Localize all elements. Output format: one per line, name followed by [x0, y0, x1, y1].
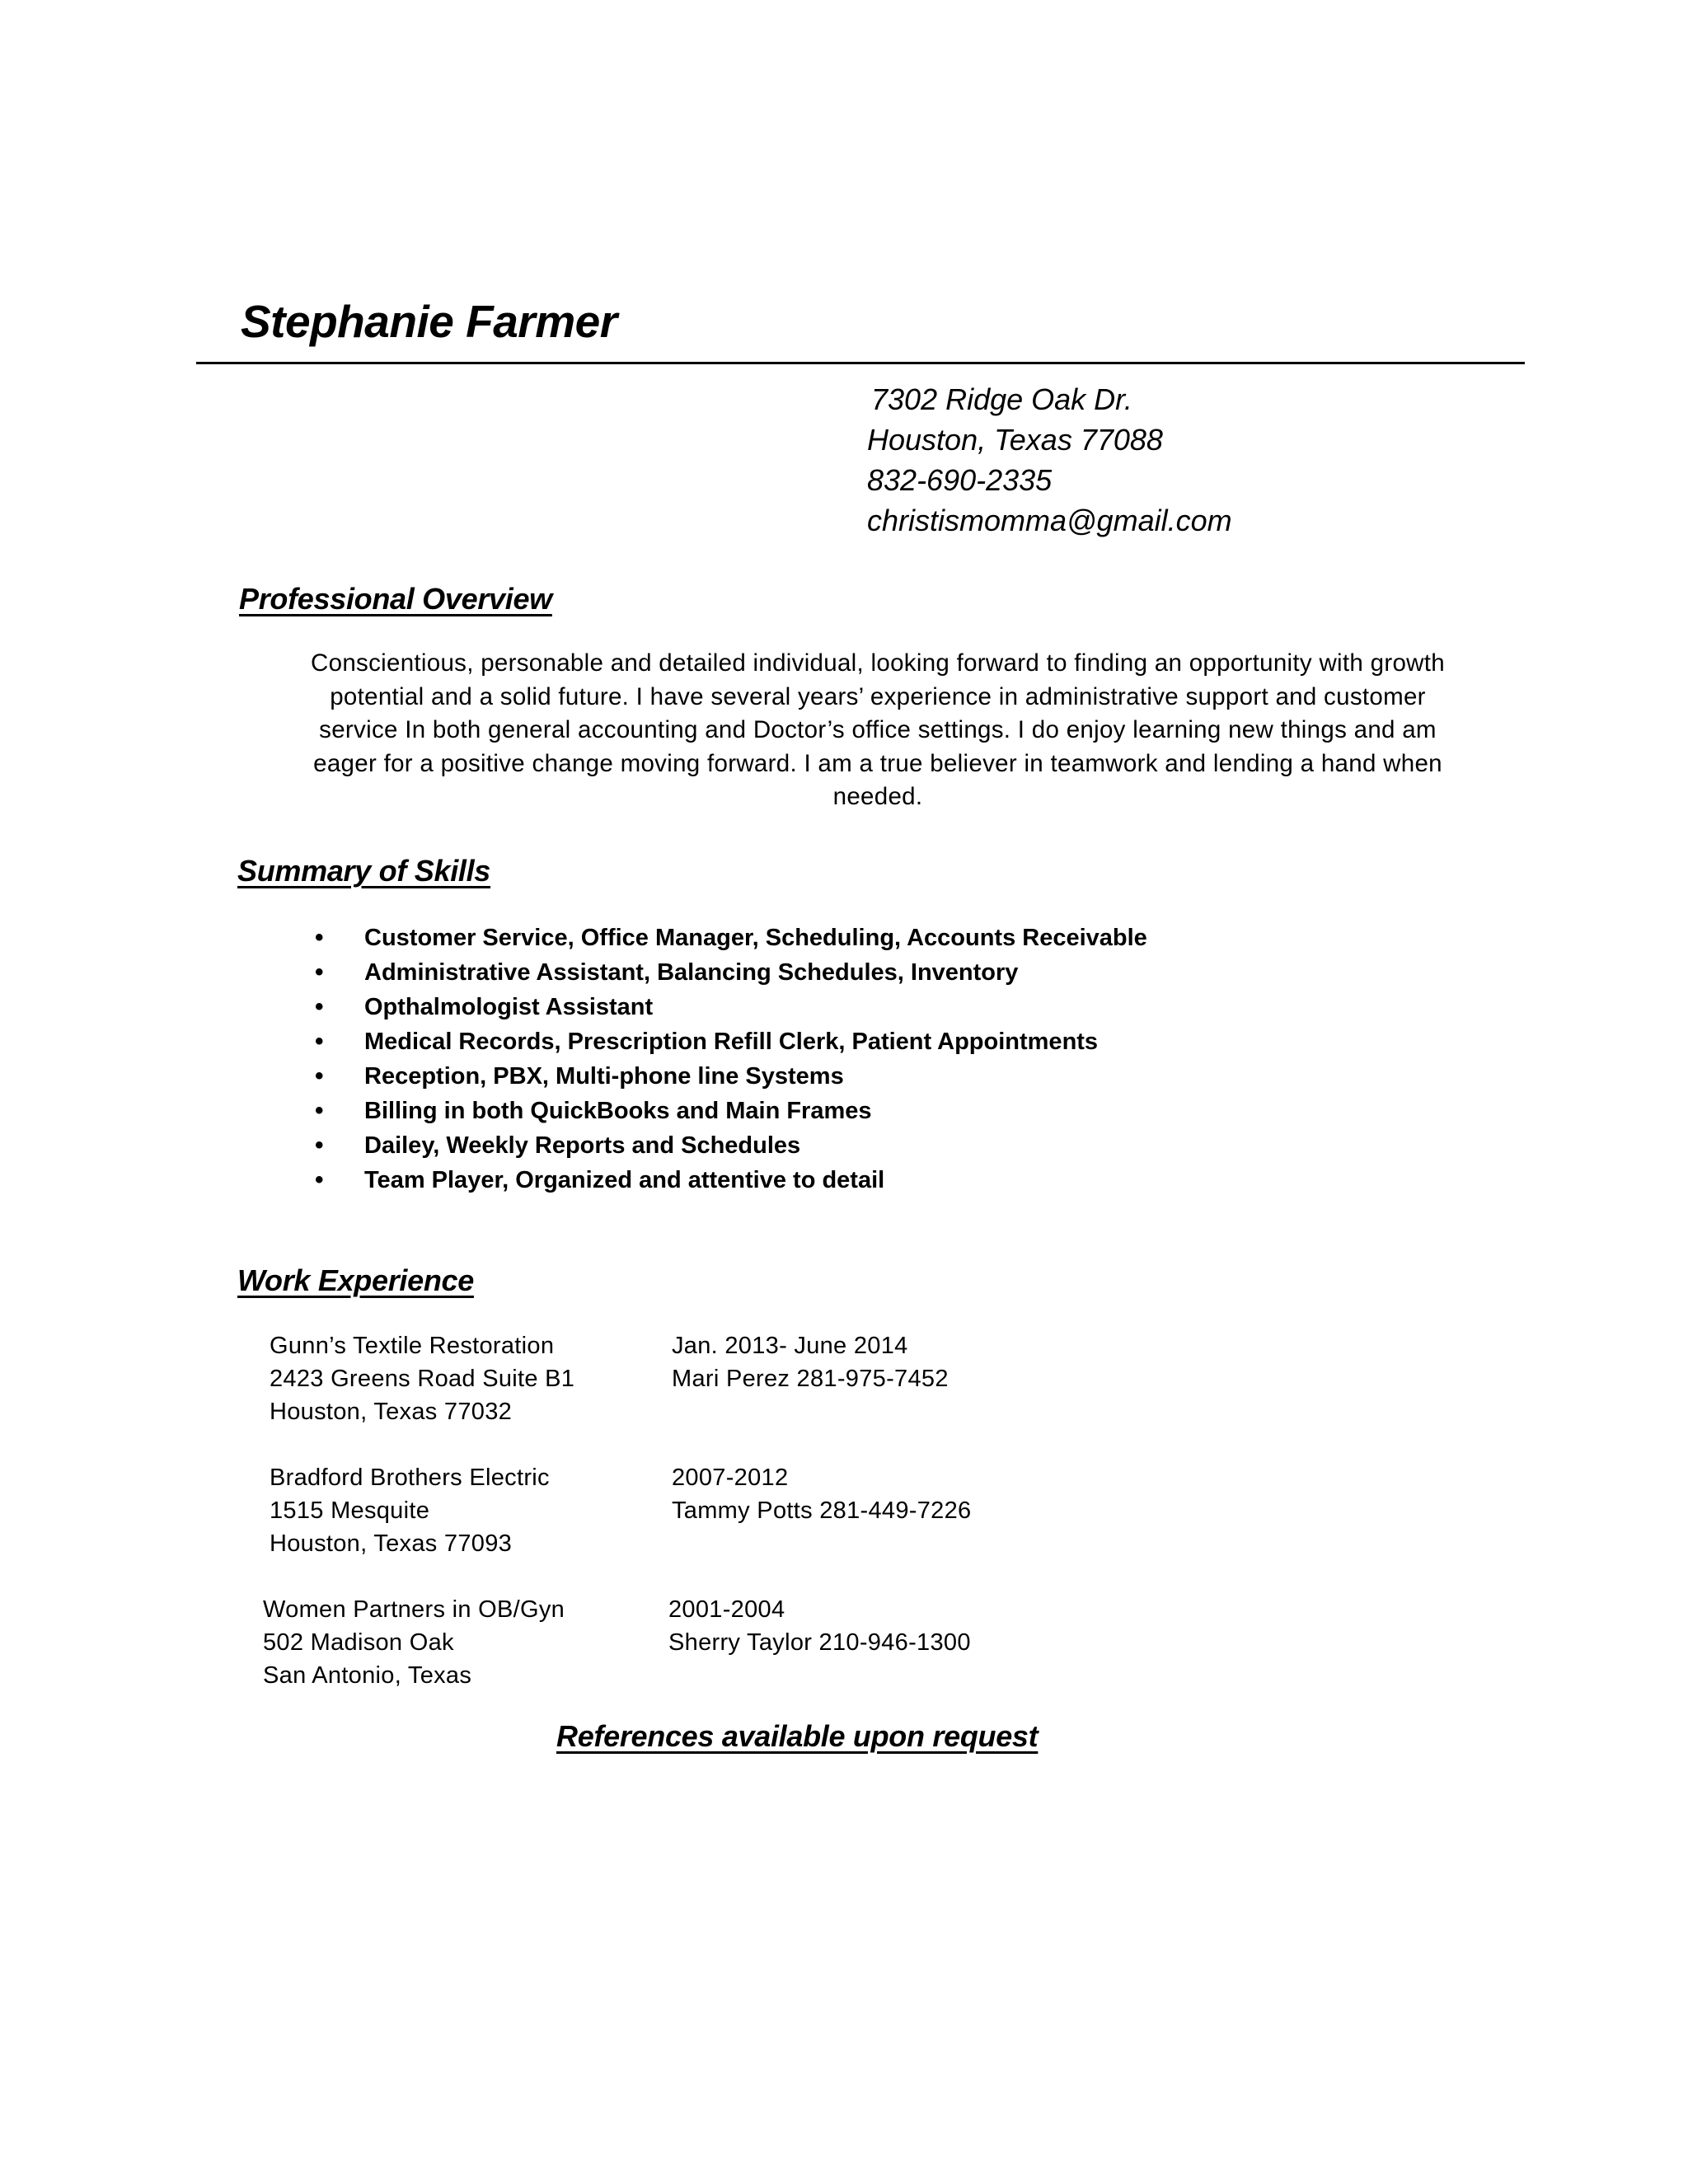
bullet-icon: •: [315, 1097, 324, 1124]
candidate-name: Stephanie Farmer: [241, 296, 617, 347]
address-line-1: 7302 Ridge Oak Dr.: [871, 382, 1132, 416]
overview-line: potential and a solid future. I have several years’ experience in administrative support and customer: [330, 682, 1426, 710]
bullet-icon: •: [315, 1062, 324, 1090]
email-address: christismomma@gmail.com: [867, 504, 1232, 537]
professional-overview-heading: Professional Overview: [239, 582, 552, 616]
header-divider: [196, 362, 1525, 364]
bullet-icon: •: [315, 924, 324, 951]
phone-number: 832-690-2335: [867, 463, 1053, 497]
job-employer: Bradford Brothers Electric: [270, 1465, 550, 1491]
job-contact: Sherry Taylor 210-946-1300: [668, 1629, 971, 1656]
overview-line: eager for a positive change moving forward. I am a true believer in teamwork and lending a hand when: [313, 749, 1442, 777]
skill-text: Customer Service, Office Manager, Scheduling, Accounts Receivable: [364, 925, 1147, 951]
skill-text: Administrative Assistant, Balancing Schedules, Inventory: [364, 959, 1019, 986]
summary-of-skills-heading: Summary of Skills: [237, 854, 491, 888]
job-employer: Women Partners in OB/Gyn: [263, 1596, 565, 1623]
job-dates: 2007-2012: [672, 1465, 789, 1491]
skill-text: Billing in both QuickBooks and Main Frames: [364, 1098, 872, 1124]
job-city: Houston, Texas 77032: [270, 1399, 513, 1425]
job-street: 2423 Greens Road Suite B1: [270, 1366, 575, 1392]
job-employer-block: [270, 1461, 550, 1560]
skill-text: Team Player, Organized and attentive to detail: [364, 1167, 885, 1193]
skill-item: [313, 1094, 1147, 1128]
overview-line: service In both general accounting and Doctor’s office settings. I do enjoy learning new things and am: [319, 716, 1437, 743]
job-employer-block: [263, 1593, 565, 1692]
job-street: 502 Madison Oak: [263, 1629, 454, 1656]
job-contact: Mari Perez 281-975-7452: [672, 1366, 949, 1392]
address-line-2: Houston, Texas 77088: [867, 423, 1163, 457]
skill-item: [313, 955, 1147, 990]
skill-item: [313, 1128, 1147, 1163]
skill-text: Medical Records, Prescription Refill Clerk, Patient Appointments: [364, 1029, 1099, 1055]
job-contact: Tammy Potts 281-449-7226: [672, 1497, 972, 1524]
professional-overview-text: [280, 647, 1475, 814]
job-city: Houston, Texas 77093: [270, 1530, 513, 1557]
skill-item: [313, 1059, 1147, 1094]
skill-text: Reception, PBX, Multi-phone line Systems: [364, 1063, 844, 1090]
job-street: 1515 Mesquite: [270, 1497, 430, 1524]
references-note: References available upon request: [556, 1719, 1039, 1753]
job-dates: 2001-2004: [668, 1596, 785, 1623]
skill-item: [313, 990, 1147, 1024]
job-details-block: [672, 1329, 949, 1395]
bullet-icon: •: [315, 993, 324, 1020]
bullet-icon: •: [315, 958, 324, 986]
skills-list: [313, 921, 1147, 1197]
skill-text: Opthalmologist Assistant: [364, 994, 654, 1020]
job-details-block: [668, 1593, 971, 1659]
overview-line: Conscientious, personable and detailed individual, looking forward to finding an opportunity with growth: [311, 649, 1445, 677]
job-city: San Antonio, Texas: [263, 1662, 472, 1689]
job-dates: Jan. 2013- June 2014: [672, 1333, 908, 1359]
skill-item: [313, 1163, 1147, 1197]
bullet-icon: •: [315, 1166, 324, 1193]
work-experience-heading: Work Experience: [237, 1263, 474, 1297]
bullet-icon: •: [315, 1132, 324, 1159]
skill-text: Dailey, Weekly Reports and Schedules: [364, 1132, 801, 1159]
overview-line: needed.: [832, 783, 923, 810]
bullet-icon: •: [315, 1028, 324, 1055]
job-employer-block: [270, 1329, 574, 1428]
skill-item: [313, 921, 1147, 955]
skill-item: [313, 1024, 1147, 1059]
contact-block: [867, 379, 1232, 541]
job-details-block: [672, 1461, 971, 1527]
job-employer: Gunn’s Textile Restoration: [270, 1333, 555, 1359]
